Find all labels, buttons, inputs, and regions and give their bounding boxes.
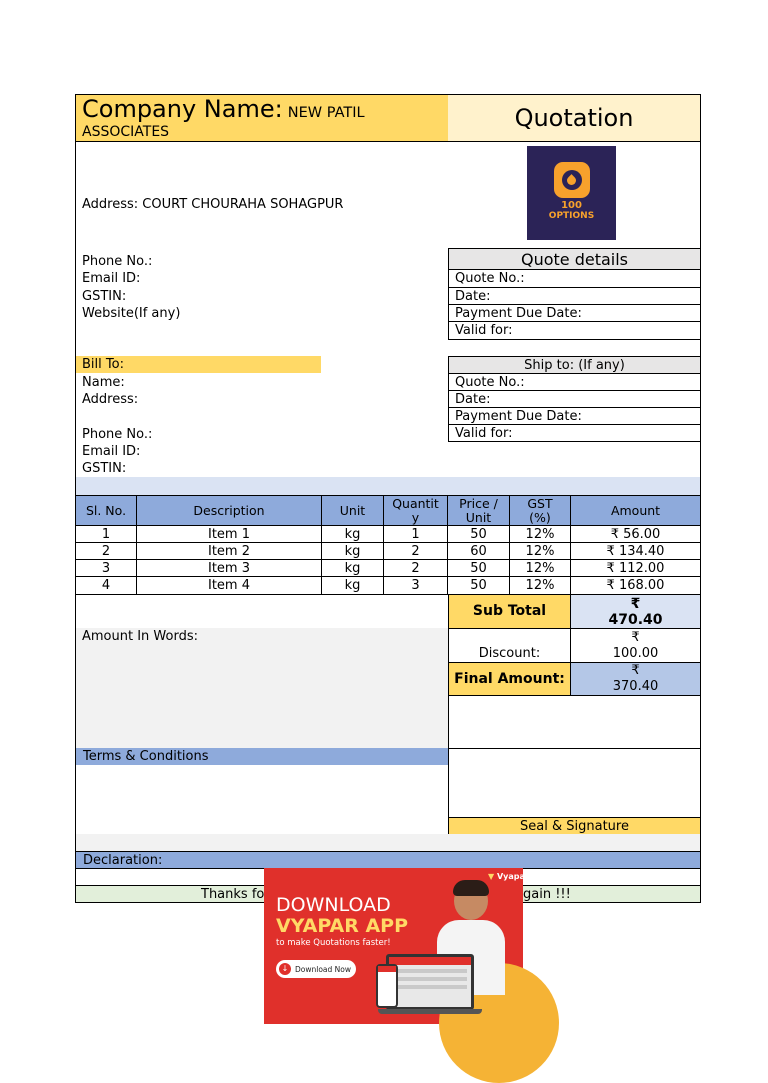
vyapar-ad-banner[interactable]: [264, 868, 529, 1024]
quote-date-row: Date:: [448, 288, 701, 305]
ship-payment-due-row: Payment Due Date:: [448, 408, 701, 425]
col-header-unit: Unit: [321, 495, 384, 526]
bill-to-email: Email ID:: [82, 444, 141, 459]
col-header-quantity: Quantit y: [383, 495, 448, 526]
table-cell: Item 1: [136, 525, 322, 543]
laptop-base: [378, 1009, 482, 1014]
ship-date-row: Date:: [448, 391, 701, 408]
banner-line-app: VYAPAR APP: [276, 915, 409, 937]
logo-badge: [554, 162, 590, 198]
table-cell: 12%: [509, 542, 571, 560]
amount-in-words-area: [75, 628, 449, 748]
bill-to-name: Name:: [82, 375, 125, 390]
col-header-gst: GST (%): [509, 495, 571, 526]
col-header-description: Description: [136, 495, 322, 526]
quote-no-row: Quote No.:: [448, 270, 701, 288]
table-cell: kg: [321, 559, 384, 577]
table-cell: ₹ 168.00: [570, 576, 701, 595]
banner-line-download: DOWNLOAD: [276, 894, 391, 916]
banner-download-button[interactable]: ↓ Download Now: [276, 960, 356, 978]
table-cell: 4: [75, 576, 137, 595]
company-name: NEW PATIL: [287, 105, 365, 121]
quotation-title-box: [448, 94, 701, 142]
quotation-title: Quotation: [514, 104, 634, 132]
table-cell: 12%: [509, 576, 571, 595]
seal-signature-label: Seal & Signature: [448, 817, 701, 835]
logo-text-number: 100: [561, 200, 582, 211]
col-header-amount: Amount: [570, 495, 701, 526]
quote-valid-for-row: Valid for:: [448, 322, 701, 340]
bill-to-phone: Phone No.:: [82, 427, 153, 442]
table-cell: 3: [383, 576, 448, 595]
leaf-icon: [562, 170, 582, 190]
bill-to-gstin: GSTIN:: [82, 461, 127, 476]
banner-brand: ▼ Vyapar: [488, 872, 529, 881]
laptop-mockup: [386, 954, 474, 1010]
table-cell: 3: [75, 559, 137, 577]
table-cell: 12%: [509, 525, 571, 543]
ship-valid-for-row: Valid for:: [448, 425, 701, 442]
phone-label: Phone No.:: [82, 254, 153, 269]
table-cell: 50: [447, 559, 510, 577]
discount-value: ₹ 100.00: [570, 628, 701, 663]
company-logo: [527, 146, 616, 240]
logo-text-word: OPTIONS: [548, 211, 595, 221]
table-cell: ₹ 134.40: [570, 542, 701, 560]
terms-header: Terms & Conditions: [75, 748, 449, 765]
bill-to-address: Address:: [82, 392, 139, 407]
download-icon: ↓: [279, 963, 291, 975]
quote-details-title: Quote details: [448, 248, 701, 270]
company-name-line2: ASSOCIATES: [82, 124, 170, 140]
col-header-price-per-unit: Price / Unit: [447, 495, 510, 526]
table-cell: 2: [75, 542, 137, 560]
lower-left-blank: [75, 594, 449, 629]
table-cell: 1: [383, 525, 448, 543]
quote-payment-due-row: Payment Due Date:: [448, 305, 701, 322]
subtotal-label: Sub Total: [448, 594, 571, 629]
website-label: Website(If any): [82, 306, 181, 321]
table-cell: Item 3: [136, 559, 322, 577]
amount-in-words-label: Amount In Words:: [82, 629, 198, 644]
declaration-header: Declaration:: [75, 851, 701, 869]
signature-area: [448, 695, 701, 818]
table-cell: kg: [321, 525, 384, 543]
signature-divider: [448, 748, 701, 749]
section-spacer-band: [75, 477, 701, 495]
table-cell: 60: [447, 542, 510, 560]
table-cell: kg: [321, 542, 384, 560]
footer-thanks-right: gain !!!: [523, 887, 571, 902]
table-cell: 1: [75, 525, 137, 543]
ship-to-header: Ship to: (If any): [448, 356, 701, 374]
col-header-sl-no: Sl. No.: [75, 495, 137, 526]
table-cell: kg: [321, 576, 384, 595]
phone-mockup: [376, 964, 398, 1008]
email-label: Email ID:: [82, 271, 141, 286]
bill-to-header: Bill To:: [76, 356, 321, 373]
table-cell: 50: [447, 576, 510, 595]
final-amount-value: ₹ 370.40: [570, 662, 701, 696]
gray-spacer: [75, 834, 701, 852]
table-cell: 2: [383, 559, 448, 577]
ship-quote-no-row: Quote No.:: [448, 374, 701, 391]
brand-mark-icon: ▼: [488, 872, 495, 881]
banner-tagline: to make Quotations faster!: [276, 938, 391, 948]
discount-label: Discount:: [448, 628, 571, 663]
table-cell: 2: [383, 542, 448, 560]
table-cell: 12%: [509, 559, 571, 577]
table-cell: 50: [447, 525, 510, 543]
final-amount-label: Final Amount:: [448, 662, 571, 696]
company-name-line1: [82, 95, 365, 123]
company-address: Address: COURT CHOURAHA SOHAGPUR: [82, 197, 344, 212]
company-label: Company Name:: [82, 95, 283, 123]
table-cell: ₹ 112.00: [570, 559, 701, 577]
table-cell: ₹ 56.00: [570, 525, 701, 543]
subtotal-value: ₹ 470.40: [570, 594, 701, 629]
table-cell: Item 4: [136, 576, 322, 595]
table-cell: Item 2: [136, 542, 322, 560]
footer-thanks-left: Thanks fo: [201, 887, 265, 902]
gstin-label: GSTIN:: [82, 289, 127, 304]
terms-area: [75, 765, 449, 835]
